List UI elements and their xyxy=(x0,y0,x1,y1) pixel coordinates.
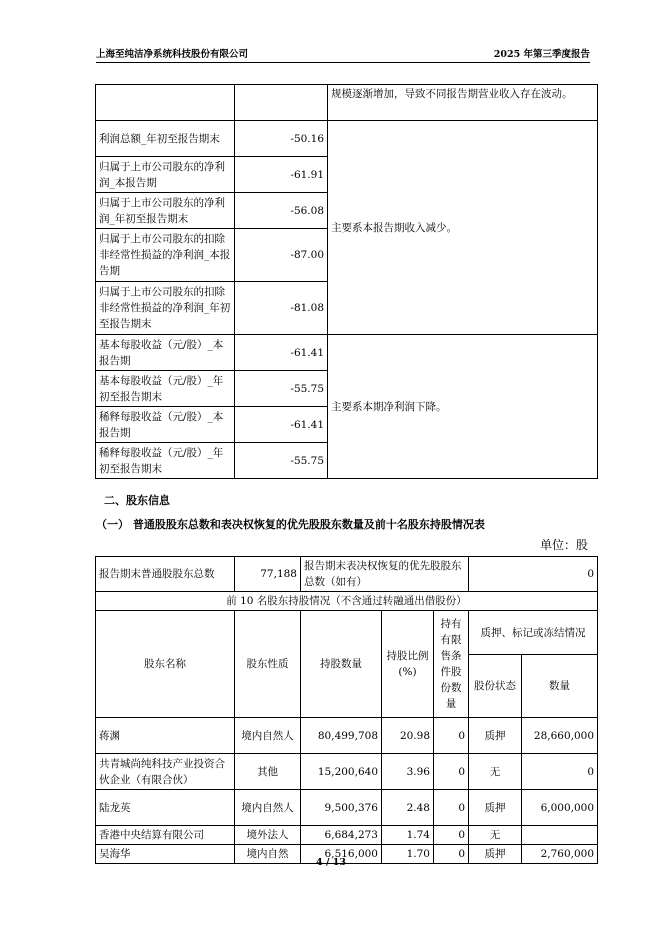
total-holders-label: 报告期末普通股股东总数 xyxy=(96,557,235,592)
holder-restricted: 0 xyxy=(434,754,469,790)
holder-pledge-qty: 28,660,000 xyxy=(522,718,598,754)
shareholders-table xyxy=(95,556,598,864)
table-row xyxy=(96,790,598,826)
item-label: 稀释每股收益（元/股）_本报告期 xyxy=(96,407,235,443)
holder-qty: 9,500,376 xyxy=(301,790,382,826)
holder-restricted: 0 xyxy=(434,718,469,754)
holder-pledge-qty: 6,000,000 xyxy=(522,790,598,826)
item-label: 归属于上市公司股东的净利润_本报告期 xyxy=(96,157,235,193)
item-label: 归属于上市公司股东的净利润_年初至报告期末 xyxy=(96,193,235,229)
holder-pledge-qty: 2,760,000 xyxy=(522,845,598,864)
table-row xyxy=(96,557,598,592)
holder-restricted: 0 xyxy=(434,826,469,845)
change-value: -50.16 xyxy=(235,121,328,157)
holder-status: 质押 xyxy=(469,845,522,864)
col-header-nature: 股东性质 xyxy=(235,611,301,718)
change-value: -81.08 xyxy=(235,282,328,335)
holder-pledge-qty: 0 xyxy=(522,754,598,790)
table-row xyxy=(96,592,598,611)
holder-ratio: 1.74 xyxy=(382,826,434,845)
holder-name: 蒋渊 xyxy=(96,718,235,754)
col-header-status: 股份状态 xyxy=(469,655,522,718)
change-value: -61.91 xyxy=(235,157,328,193)
holder-nature: 境内自然 xyxy=(235,845,301,864)
table-header-row xyxy=(96,611,598,655)
table-row xyxy=(96,85,598,121)
holder-nature: 境外法人 xyxy=(235,826,301,845)
holder-pledge-qty xyxy=(522,826,598,845)
holder-nature: 其他 xyxy=(235,754,301,790)
table-row xyxy=(96,754,598,790)
holder-name: 共青城尚纯科技产业投资合伙企业（有限合伙） xyxy=(96,754,235,790)
unit-label: 单位：股 xyxy=(539,538,588,552)
change-reasons-table xyxy=(95,84,598,479)
holder-ratio: 3.96 xyxy=(382,754,434,790)
holder-ratio: 2.48 xyxy=(382,790,434,826)
change-value: -56.08 xyxy=(235,193,328,229)
holder-status: 质押 xyxy=(469,790,522,826)
change-value: -87.00 xyxy=(235,229,328,282)
col-header-pledge-group: 质押、标记或冻结情况 xyxy=(469,611,598,655)
continued-note: 规模逐渐增加，导致不同报告期营业收入存在波动。 xyxy=(328,85,598,121)
item-label: 基本每股收益（元/股）_年初至报告期末 xyxy=(96,371,235,407)
holder-qty: 6,684,273 xyxy=(301,826,382,845)
table-row xyxy=(96,335,598,371)
change-value: -61.41 xyxy=(235,335,328,371)
holder-status: 无 xyxy=(469,754,522,790)
item-label: 稀释每股收益（元/股）_年初至报告期末 xyxy=(96,443,235,479)
holder-restricted: 0 xyxy=(434,790,469,826)
holder-name: 吴海华 xyxy=(96,845,235,864)
holder-nature: 境内自然人 xyxy=(235,718,301,754)
pref-holders-value: 0 xyxy=(469,557,598,592)
change-value: -55.75 xyxy=(235,371,328,407)
holder-qty: 15,200,640 xyxy=(301,754,382,790)
holder-name: 香港中央结算有限公司 xyxy=(96,826,235,845)
table-row xyxy=(96,121,598,157)
item-label: 基本每股收益（元/股）_本报告期 xyxy=(96,335,235,371)
holder-qty: 6,516,000 xyxy=(301,845,382,864)
col-header-qty: 持股数量 xyxy=(301,611,382,718)
subsection-title: （一） 普通股股东总数和表决权恢复的优先股股东数量及前十名股东持股情况表 xyxy=(96,518,485,531)
company-name: 上海至纯洁净系统科技股份有限公司 xyxy=(96,49,249,60)
table-row xyxy=(96,826,598,845)
col-header-restricted: 持有有限售条件股份数量 xyxy=(434,611,469,718)
col-header-name: 股东名称 xyxy=(96,611,235,718)
section-title: 二、股东信息 xyxy=(104,494,170,507)
reason-eps: 主要系本期净利润下降。 xyxy=(328,335,598,479)
total-holders-value: 77,188 xyxy=(235,557,301,592)
holder-restricted: 0 xyxy=(434,845,469,864)
page-header xyxy=(96,46,590,63)
item-label: 利润总额_年初至报告期末 xyxy=(96,121,235,157)
col-header-ratio: 持股比例(%) xyxy=(382,611,434,718)
reason-profit: 主要系本报告期收入减少。 xyxy=(328,121,598,335)
top10-caption: 前 10 名股东持股情况（不含通过转融通出借股份） xyxy=(96,592,598,611)
holder-ratio: 1.70 xyxy=(382,845,434,864)
table-row xyxy=(96,718,598,754)
holder-status: 质押 xyxy=(469,718,522,754)
change-value: -61.41 xyxy=(235,407,328,443)
item-label: 归属于上市公司股东的扣除非经常性损益的净利润_本报告期 xyxy=(96,229,235,282)
holder-ratio: 20.98 xyxy=(382,718,434,754)
page-number: 4 / 13 xyxy=(316,857,346,868)
col-header-pledge-qty: 数量 xyxy=(522,655,598,718)
holder-nature: 境内自然人 xyxy=(235,790,301,826)
holder-status: 无 xyxy=(469,826,522,845)
holder-name: 陆龙英 xyxy=(96,790,235,826)
item-label: 归属于上市公司股东的扣除非经常性损益的净利润_年初至报告期末 xyxy=(96,282,235,335)
holder-qty: 80,499,708 xyxy=(301,718,382,754)
report-title: 2025 年第三季度报告 xyxy=(493,49,590,60)
pref-holders-label: 报告期末表决权恢复的优先股股东总数（如有） xyxy=(301,557,469,592)
change-value: -55.75 xyxy=(235,443,328,479)
